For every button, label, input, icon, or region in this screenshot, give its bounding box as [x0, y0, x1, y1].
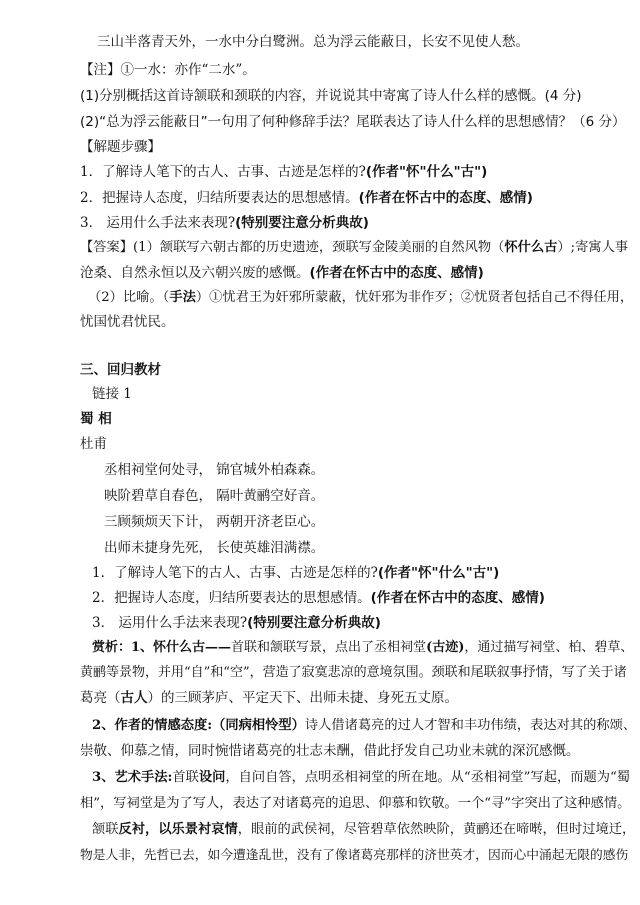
analysis-1-text-a: 首联和颔联写景，点出了丞相祠堂	[231, 640, 427, 655]
analysis-1-label: 赏析：1、怀什么古——	[92, 640, 232, 655]
analysis-4-emphasis: 反衬，以乐景衬哀情	[118, 822, 238, 837]
poem-author: 杜甫	[80, 436, 107, 452]
analysis-1-line-3-c: ）的三顾茅庐、平定天下、出师未捷、身死五丈原。	[147, 690, 458, 706]
step-1-repeat-text: 1．了解诗人笔下的古人、古事、古迹是怎样的?	[92, 565, 378, 581]
analysis-3-text-b: ，自问自答，点明丞相祠堂的所在地。从“丞相祠堂”写起，而题为“蜀	[225, 770, 630, 785]
step-3-repeat	[92, 613, 381, 633]
analysis-4-text-b: ，眼前的武侯祠，尽管碧草依然映阶，黄鹂还在啼啭，但时过境迁，	[237, 822, 636, 837]
step-3	[80, 213, 369, 233]
analysis-4-text-a: 颔联	[92, 822, 119, 837]
question-1: (1)分别概括这首诗颔联和颈联的内容，并说说其中寄寓了诗人什么样的感慨。(4 分)	[80, 88, 582, 104]
step-1-repeat-emphasis: (作者"怀"什么"古")	[377, 565, 500, 581]
answer-3-text-c: ）①忧君王为奸邪所蒙蔽，忧奸邪为非作歹；②忧贤者包括自己不得任用，	[195, 290, 634, 305]
analysis-1-line-1	[92, 638, 633, 658]
question-2: (2)“总为浮云能蔽日”一句用了何种修辞手法？尾联表达了诗人什么样的思想感情？（6 分）	[80, 114, 626, 130]
answer-line-2	[80, 263, 484, 283]
answer-1-text-c: ）;寄寓人事	[557, 240, 629, 255]
link-label: 链接 1	[92, 386, 132, 402]
poem-line: 出师未捷身先死， 长使英雄泪满襟。	[104, 540, 325, 556]
note-line: 【注】①一水：亦作“二水”。	[80, 62, 256, 78]
analysis-2-line-1	[92, 716, 636, 736]
poem-line: 三顾频烦天下计， 两朝开济老臣心。	[104, 514, 325, 530]
analysis-3-text-a: 首联	[172, 770, 199, 785]
analysis-4-line-2: 物是人非，先哲已去，如今遭逢乱世，没有了像诸葛亮那样的济世英才，因而心中涌起无限的感伤	[80, 848, 629, 863]
answer-2-text: 沧桑、自然永恒以及六朝兴废的感慨。	[80, 265, 310, 281]
analysis-1-text-b: ，通过描写祠堂、柏、碧草、	[464, 640, 634, 655]
step-2	[80, 188, 533, 208]
step-3-repeat-emphasis: (特别要注意分析典故)	[247, 615, 381, 631]
analysis-1-line-3-emphasis: 古人	[120, 690, 148, 706]
step-1-text: 1．了解诗人笔下的古人、古事、古迹是怎样的?	[80, 164, 366, 180]
step-1	[80, 162, 487, 182]
analysis-3-label: 3、艺术手法:	[92, 770, 173, 785]
step-2-repeat-text: 2．把握诗人态度，归结所要表达的思想感情。	[92, 590, 371, 606]
analysis-1-line-3-a: 葛亮（	[80, 690, 121, 706]
step-3-emphasis: (特别要注意分析典故)	[235, 215, 369, 231]
answer-line-4: 忧国忧君忧民。	[80, 314, 175, 330]
poem-tail-line: 三山半落青天外，一水中分白鹭洲。总为浮云能蔽日，长安不见使人愁。	[97, 34, 529, 50]
analysis-4-line-1	[92, 820, 635, 840]
step-1-emphasis: (作者"怀"什么"古")	[365, 164, 488, 180]
answer-1-text-a: 【答案】(1）颔联写六朝古都的历史遗迹，颈联写金陵美丽的自然风物（	[80, 240, 505, 255]
step-2-repeat	[92, 588, 545, 608]
analysis-3-emphasis: 设问	[198, 770, 226, 785]
poem-line: 映阶碧草自春色， 隔叶黄鹂空好音。	[104, 488, 325, 504]
step-2-text: 2．把握诗人态度，归结所要表达的思想感情。	[80, 190, 359, 206]
step-1-repeat	[92, 563, 499, 583]
poem-title: 蜀 相	[80, 411, 112, 427]
analysis-1-line-3	[80, 688, 458, 708]
analysis-1-line-2: 黄鹂等景物，并用“自”和“空”，营造了寂寞悲凉的意境氛围。颈联和尾联叙事抒情，写了关于诸	[80, 665, 627, 680]
answer-1-emphasis: 怀什么古	[504, 240, 558, 255]
poem-line: 丞相祠堂何处寻， 锦官城外柏森森。	[104, 462, 325, 478]
section-heading: 三、回归教材	[80, 362, 161, 378]
analysis-3-line-1	[92, 768, 630, 788]
steps-title: 【解题步骤】	[80, 139, 161, 155]
analysis-2-label: 2、作者的情感态度:（同病相怜型）	[92, 718, 305, 733]
analysis-3-line-2: 相”，写祠堂是为了写人，表达了对诸葛亮的追思、仰慕和钦敬。一个“寻”字突出了这种感情。	[80, 796, 631, 811]
answer-3-emphasis: 手法	[169, 290, 196, 305]
analysis-2-line-2: 崇敬、仰慕之情，同时惋惜诸葛亮的壮志未酬，借此抒发自己功业未就的深沉感慨。	[80, 743, 580, 759]
answer-3-text-a: （2）比喻。（	[88, 290, 170, 305]
step-2-emphasis: (作者在怀古中的态度、感情)	[358, 190, 533, 206]
analysis-2-text: 诗人借诸葛亮的过人才智和丰功伟绩，表达对其的称颂、	[304, 718, 637, 733]
answer-line-3	[88, 288, 633, 308]
answer-line-1	[80, 238, 628, 258]
step-3-text: 3． 运用什么手法来表现?	[80, 215, 236, 231]
answer-2-emphasis: (作者在怀古中的态度、感情)	[309, 265, 484, 281]
step-2-repeat-emphasis: (作者在怀古中的态度、感情)	[370, 590, 545, 606]
step-3-repeat-text: 3． 运用什么手法来表现?	[92, 615, 248, 631]
analysis-1-emphasis: (古迹)	[426, 640, 465, 655]
